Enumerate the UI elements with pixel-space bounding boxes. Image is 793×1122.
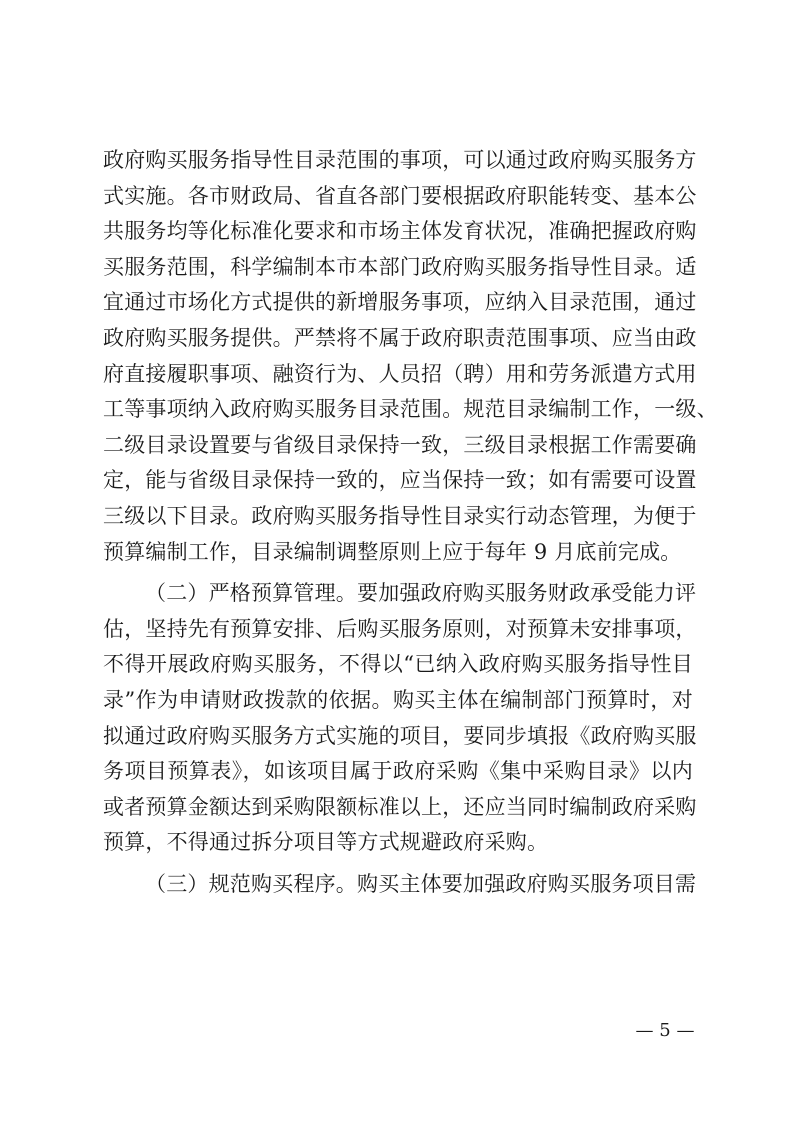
text-line-7: 府直接履职事项、融资行为、人员招（聘）用和劳务派遣方式用	[103, 361, 697, 386]
text-line-8: 工等事项纳入政府购买服务目录范围。规范目录编制工作，一级、	[103, 397, 718, 422]
text-line-2: 式实施。各市财政局、省直各部门要根据政府职能转变、基本公	[103, 183, 697, 208]
text-line-15: 不得开展政府购买服务，不得以“已纳入政府购买服务指导性目	[103, 652, 693, 677]
text-line-9: 二级目录设置要与省级目录保持一致，三级目录根据工作需要确	[103, 432, 697, 457]
text-line-13: （二）严格预算管理。要加强政府购买服务财政承受能力评	[145, 581, 697, 606]
text-line-4: 买服务范围，科学编制本市本部门政府购买服务指导性目录。适	[103, 254, 697, 279]
text-line-12: 预算编制工作，目录编制调整原则上应于每年 9 月底前完成。	[103, 539, 682, 564]
text-line-20: 预算，不得通过拆分项目等方式规避政府采购。	[103, 830, 549, 855]
text-line-1: 政府购买服务指导性目录范围的事项，可以通过政府购买服务方	[103, 148, 697, 172]
body-text	[103, 143, 718, 902]
text-line-10: 定，能与省级目录保持一致的，应当保持一致；如有需要可设置	[103, 468, 697, 493]
text-line-6: 政府购买服务提供。严禁将不属于政府职责范围事项、应当由政	[103, 325, 697, 350]
text-line-19: 或者预算金额达到采购限额标准以上，还应当同时编制政府采购	[103, 794, 697, 819]
text-line-18: 务项目预算表》，如该项目属于政府采购《集中采购目录》以内	[103, 759, 693, 784]
text-line-16: 录”作为申请财政拨款的依据。购买主体在编制部门预算时，对	[103, 687, 693, 712]
text-line-5: 宜通过市场化方式提供的新增服务事项，应纳入目录范围，通过	[103, 290, 697, 315]
text-line-14: 估，坚持先有预算安排、后购买服务原则，对预算未安排事项，	[103, 616, 697, 641]
page-number: — 5 —	[635, 1020, 695, 1041]
text-line-3: 共服务均等化标准化要求和市场主体发育状况，准确把握政府购	[103, 219, 697, 244]
text-line-11: 三级以下目录。政府购买服务指导性目录实行动态管理，为便于	[103, 503, 697, 528]
text-line-21: （三）规范购买程序。购买主体要加强政府购买服务项目需	[145, 871, 697, 896]
text-line-17: 拟通过政府购买服务方式实施的项目，要同步填报《政府购买服	[103, 723, 697, 748]
